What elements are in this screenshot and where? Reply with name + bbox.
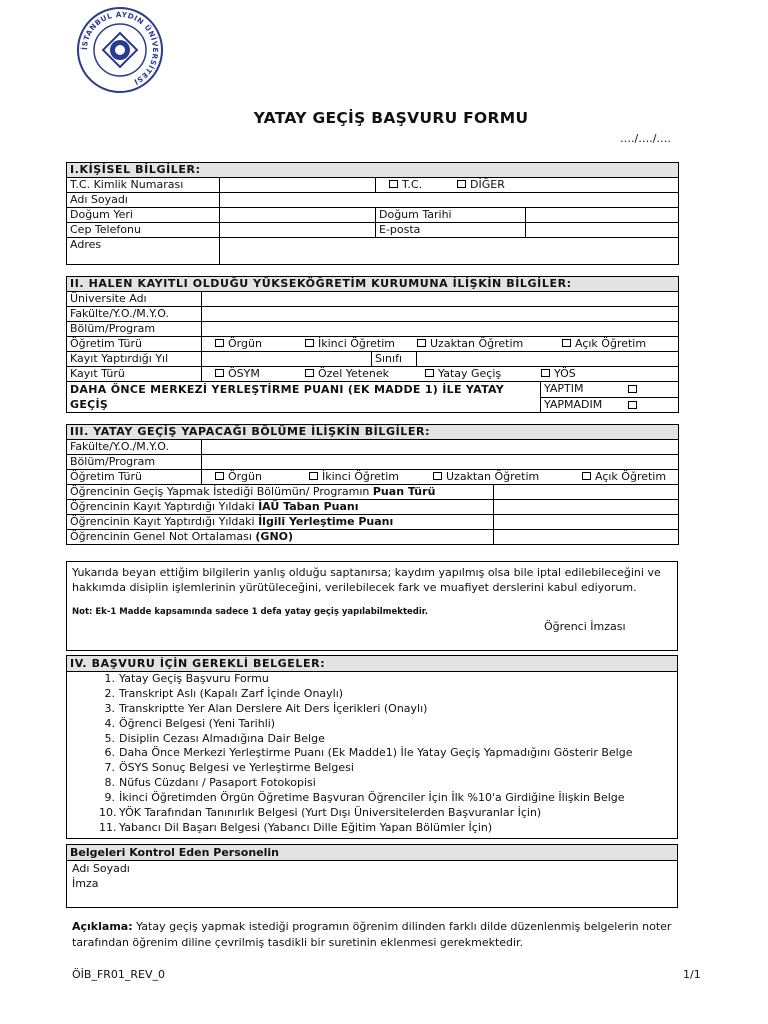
program-label: Bölüm/Program [67, 322, 202, 337]
section1-header: I.KİŞİSEL BİLGİLER: [67, 163, 679, 178]
target-program-input[interactable] [202, 455, 679, 470]
reg-option-yos[interactable]: YÖS [541, 367, 576, 381]
logo-ring-text: İSTANBUL AYDIN ÜNİVERSİTESİ [79, 9, 161, 87]
list-item: 8. Nüfus Cüzdanı / Pasaport Fotokopisi [104, 776, 316, 790]
faculty-label: Fakülte/Y.O./M.Y.O. [67, 307, 202, 322]
university-label: Üniversite Adı [67, 292, 202, 307]
yapmadim-checkbox[interactable] [628, 401, 637, 409]
class-label: Sınıfı [372, 352, 417, 367]
tc-checkbox[interactable] [389, 180, 398, 188]
reg-option-ozel[interactable]: Özel Yetenek [305, 367, 389, 381]
checkbox-icon[interactable] [582, 472, 591, 480]
class-input[interactable] [417, 352, 679, 367]
form-title: YATAY GEÇİŞ BAŞVURU FORMU [253, 109, 529, 127]
explanation [72, 919, 672, 950]
yaptim-checkbox[interactable] [628, 385, 637, 393]
checkbox-icon[interactable] [425, 369, 434, 377]
placement-score-input[interactable] [494, 515, 679, 530]
gpa-label: Öğrencinin Genel Not Ortalaması (GNO) [67, 530, 494, 545]
target-faculty-label: Fakülte/Y.O./M.Y.O. [67, 440, 202, 455]
diger-option[interactable]: DİĞER [457, 178, 505, 192]
placement-score-label: Öğrencinin Kayıt Yaptırdığı Yıldaki İlgili Yerleştime Puanı [67, 515, 494, 530]
declaration-text: Yukarıda beyan ettiğim bilgilerin yanlış olduğu saptanırsa; kaydım yapılmış olsa bile iptal edilebileceğini ve hakkımda disiplin işlemlerinin yürütüleceğini, verilebilecek fark ve muafiyet derslerini kabul ediyorum. [72, 566, 661, 594]
edu-option-acik[interactable]: Açık Öğretim [562, 337, 646, 351]
personal-info-table [66, 162, 679, 265]
checkbox-icon[interactable] [215, 339, 224, 347]
list-item: 10. YÖK Tarafından Tanınırlık Belgesi (Yurt Dışı Üniversitelerden Başvuranlar İçin) [99, 806, 542, 820]
score-type-label: Öğrencinin Geçiş Yapmak İstediği Bölümün/ Programın Puan Türü [67, 485, 494, 500]
current-institution-table [66, 276, 679, 413]
birthdate-label: Doğum Tarihi [376, 208, 526, 223]
tc-option[interactable]: T.C. [389, 178, 422, 192]
address-input[interactable] [220, 238, 679, 265]
faculty-input[interactable] [202, 307, 679, 322]
target-edu-uzaktan[interactable]: Uzaktan Öğretim [433, 470, 539, 484]
year-label: Kayıt Yaptırdığı Yıl [67, 352, 202, 367]
staff-name-label: Adı Soyadı [72, 862, 130, 875]
edu-option-orgun[interactable]: Örgün [215, 337, 262, 351]
target-edu-acik[interactable]: Açık Öğretim [582, 470, 666, 484]
edu-type-label: Öğretim Türü [67, 337, 202, 352]
checkbox-icon[interactable] [309, 472, 318, 480]
year-input[interactable] [202, 352, 372, 367]
program-input[interactable] [202, 322, 679, 337]
university-input[interactable] [202, 292, 679, 307]
phone-label: Cep Telefonu [67, 223, 220, 238]
list-item: 5. Disiplin Cezası Almadığına Dair Belge [104, 731, 325, 745]
name-label: Adı Soyadı [67, 193, 220, 208]
reg-option-yatay[interactable]: Yatay Geçiş [425, 367, 501, 381]
birthplace-label: Doğum Yeri [67, 208, 220, 223]
target-program-table [66, 424, 679, 545]
edu-option-uzaktan[interactable]: Uzaktan Öğretim [417, 337, 523, 351]
transfer-question: DAHA ÖNCE MERKEZİ YERLEŞTİRME PUANI (EK MADDE 1) İLE YATAY GEÇİŞ [67, 382, 541, 413]
address-label: Adres [67, 238, 220, 265]
list-item: 11. Yabancı Dil Başarı Belgesi (Yabancı Dille Eğitim Yapan Bölümler İçin) [99, 820, 493, 834]
base-score-label: Öğrencinin Kayıt Yaptırdığı Yıldaki İAÜ Taban Puanı [67, 500, 494, 515]
form-code: ÖİB_FR01_REV_0 [72, 968, 166, 981]
yaptim-label: YAPTIM [544, 382, 584, 395]
birthplace-input[interactable] [220, 208, 376, 223]
explanation-text: Yatay geçiş yapmak istediği programın öğrenim dilinden farklı dilde düzenlenmiş belgelerin noter tarafından öğrenim diline çevrilmiş tasdikli bir suretinin eklenmesi gerekmektedir. [72, 920, 672, 949]
section4-header: IV. BAŞVURU İÇİN GEREKLİ BELGELER: [67, 656, 677, 672]
base-score-input[interactable] [494, 500, 679, 515]
section2-header: II. HALEN KAYITLI OLDUĞU YÜKSEKÖĞRETİM KURUMUNA İLİŞKİN BİLGİLER: [67, 277, 679, 292]
documents-list [99, 672, 633, 836]
date-placeholder: …./…./…. [620, 132, 671, 145]
university-logo [76, 6, 164, 94]
yapmadim-label: YAPMADIM [544, 397, 603, 411]
name-input[interactable] [220, 193, 679, 208]
gpa-input[interactable] [494, 530, 679, 545]
required-documents-box [66, 655, 678, 839]
checkbox-icon[interactable] [305, 339, 314, 347]
checkbox-icon[interactable] [305, 369, 314, 377]
checkbox-icon[interactable] [562, 339, 571, 347]
explanation-label: Açıklama: [72, 920, 133, 933]
declaration-note: Not: Ek-1 Madde kapsamında sadece 1 defa yatay geçiş yapılabilmektedir. [72, 607, 428, 617]
student-signature-label: Öğrenci İmzası [544, 620, 626, 633]
target-faculty-input[interactable] [202, 440, 679, 455]
declaration-box [66, 561, 678, 651]
list-item: 6. Daha Önce Merkezi Yerleştirme Puanı (Ek Madde1) İle Yatay Geçiş Yapmadığını Gösterir Belge [104, 746, 633, 760]
reg-type-label: Kayıt Türü [67, 367, 202, 382]
target-edu-type-label: Öğretim Türü [67, 470, 202, 485]
score-type-input[interactable] [494, 485, 679, 500]
tc-label: T.C. Kimlik Numarası [67, 178, 220, 193]
staff-header: Belgeleri Kontrol Eden Personelin [67, 845, 677, 861]
email-label: E-posta [376, 223, 526, 238]
tc-input[interactable] [220, 178, 376, 193]
email-input[interactable] [526, 223, 679, 238]
list-item: 3. Transkriptte Yer Alan Derslere Ait Ders İçerikleri (Onaylı) [104, 701, 428, 715]
list-item: 2. Transkript Aslı (Kapalı Zarf İçinde Onaylı) [104, 686, 344, 700]
phone-input[interactable] [220, 223, 376, 238]
target-edu-ikinci[interactable]: İkinci Öğretim [309, 470, 399, 484]
diger-checkbox[interactable] [457, 180, 466, 188]
list-item: 9. İkinci Öğretimden Örgün Öğretime Başvuran Öğrenciler İçin İlk %10'a Girdiğine İlişkin Belge [104, 791, 625, 805]
birthdate-input[interactable] [526, 208, 679, 223]
target-edu-orgun[interactable]: Örgün [215, 470, 262, 484]
checkbox-icon[interactable] [541, 369, 550, 377]
staff-check-box [66, 844, 678, 908]
staff-signature-label: İmza [72, 877, 99, 890]
checkbox-icon[interactable] [215, 472, 224, 480]
list-item: 1. Yatay Geçiş Başvuru Formu [104, 672, 269, 685]
checkbox-icon[interactable] [433, 472, 442, 480]
checkbox-icon[interactable] [215, 369, 224, 377]
checkbox-icon[interactable] [417, 339, 426, 347]
target-program-label: Bölüm/Program [67, 455, 202, 470]
page-number: 1/1 [683, 968, 701, 981]
edu-option-ikinci[interactable]: İkinci Öğretim [305, 337, 395, 351]
list-item: 4. Öğrenci Belgesi (Yeni Tarihli) [104, 716, 276, 730]
list-item: 7. ÖSYS Sonuç Belgesi ve Yerleştirme Belgesi [104, 761, 354, 775]
section3-header: III. YATAY GEÇİŞ YAPACAĞI BÖLÜME İLİŞKİN BİLGİLER: [67, 425, 679, 440]
reg-option-osym[interactable]: ÖSYM [215, 367, 260, 381]
